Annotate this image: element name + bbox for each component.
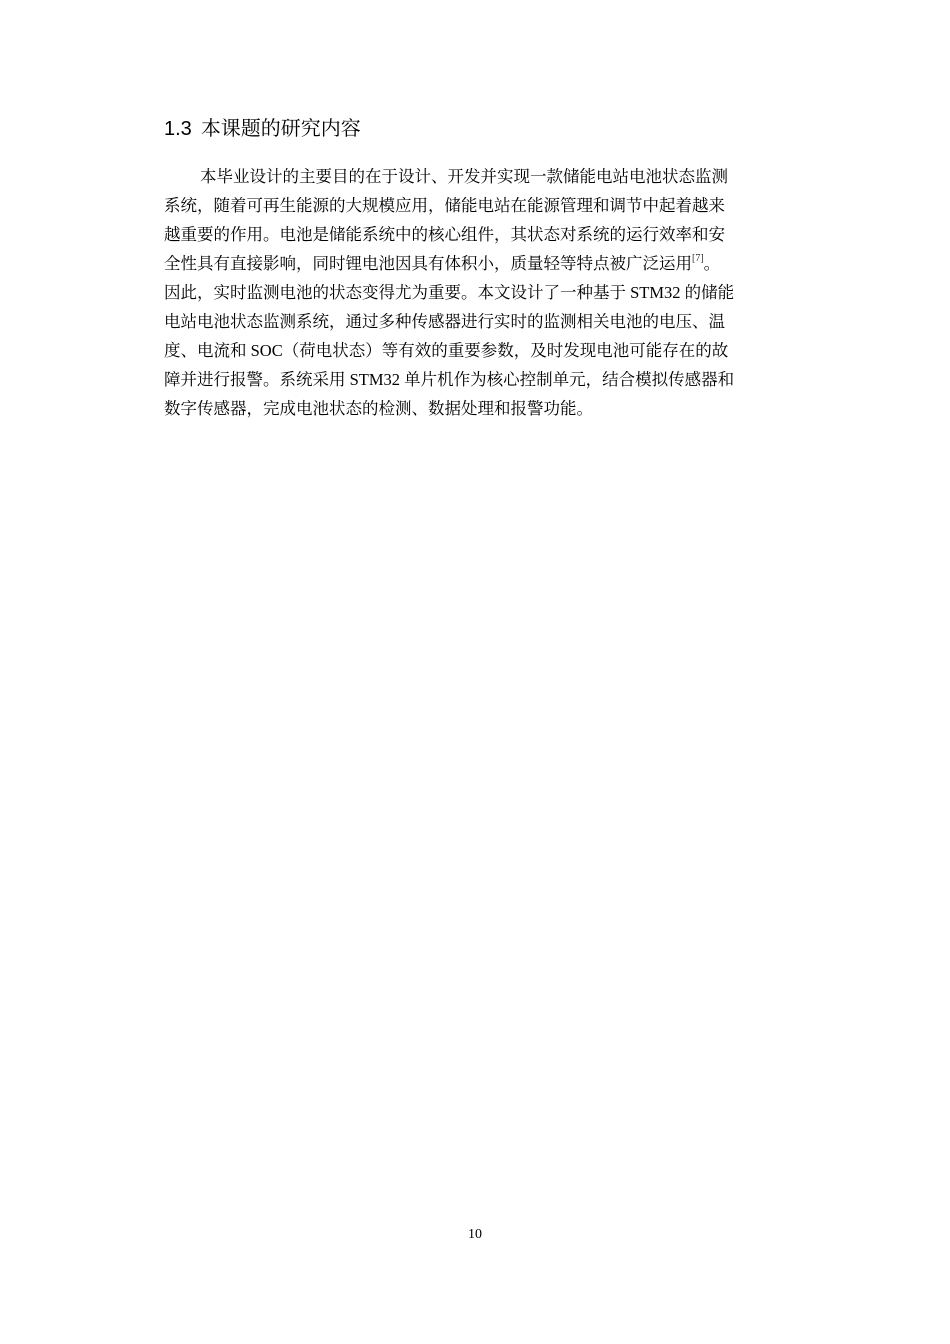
paragraph-line: 障并进行报警。系统采用 STM32 单片机作为核心控制单元，结合模拟传感器和 — [164, 370, 735, 389]
research-content-paragraph — [164, 162, 824, 423]
section-heading — [164, 116, 361, 142]
citation-suffix: 。 — [703, 254, 721, 273]
paragraph-line: 系统，随着可再生能源的大规模应用，储能电站在能源管理和调节中起着越来 — [164, 196, 725, 215]
paragraph-line: 本毕业设计的主要目的在于设计、开发并实现一款储能电站电池状态监测 — [200, 167, 728, 186]
paragraph-line: 电站电池状态监测系统，通过多种传感器进行实时的监测相关电池的电压、温 — [164, 312, 725, 331]
section-title: 本课题的研究内容 — [200, 118, 361, 140]
page-number: 10 — [468, 1227, 482, 1242]
paragraph-line: 度、电流和 SOC（荷电状态）等有效的重要参数，及时发现电池可能存在的故 — [164, 341, 729, 360]
paragraph-line: 越重要的作用。电池是储能系统中的核心组件，其状态对系统的运行效率和安 — [164, 225, 725, 244]
paragraph-line: 因此，实时监测电池的状态变得尤为重要。本文设计了一种基于 STM32 的储能 — [164, 283, 735, 302]
citation-reference[interactable]: [7] — [692, 253, 704, 264]
paragraph-line-text: 全性具有直接影响，同时锂电池因具有体积小，质量轻等特点被广泛运用 — [164, 254, 692, 273]
paragraph-line: 数字传感器，完成电池状态的检测、数据处理和报警功能。 — [164, 399, 593, 418]
section-number: 1.3 — [164, 118, 192, 140]
paragraph-line-with-citation — [164, 249, 824, 278]
